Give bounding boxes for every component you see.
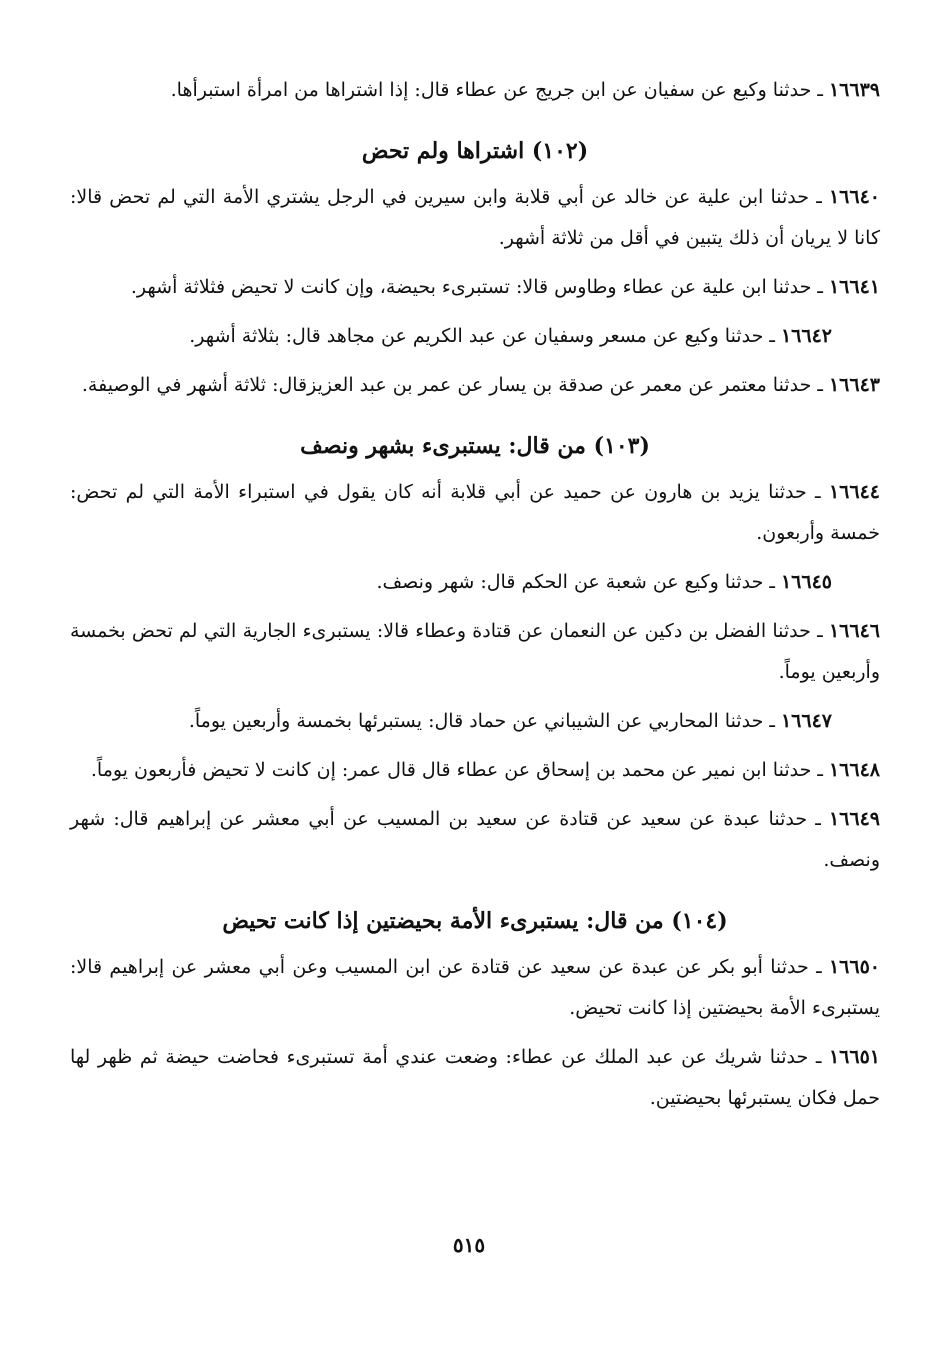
hadith-text: ـ حدثنا ابن علية عن عطاء وطاوس قالا: تستبرىء بحيضة، وإن كانت لا تحيض فثلاثة أشهر.	[130, 276, 829, 298]
hadith-16643	[70, 365, 880, 406]
hadith-text: ـ حدثنا المحاربي عن الشيباني عن حماد قال: يستبرئها بخمسة وأربعين يوماً.	[188, 710, 781, 732]
hadith-text: ـ حدثنا أبو بكر عن عبدة عن سعيد عن قتادة عن ابن المسيب وعن أبي معشر عن إبراهيم قالا: يستبرىء الأمة بحيضتين إذا كانت تحيض.	[70, 956, 880, 1019]
hadith-number: ١٦٦٥٠	[828, 956, 880, 978]
hadith-text: ـ حدثنا ابن علية عن خالد عن أبي قلابة وابن سيرين في الرجل يشتري الأمة التي لم تحض قالا: كانا لا يريان أن ذلك يتبين في أقل من ثلاثة أشهر.	[70, 186, 880, 249]
hadith-text: ـ حدثنا وكيع عن شعبة عن الحكم قال: شهر ونصف.	[376, 571, 781, 593]
hadith-text: ـ حدثنا وكيع عن مسعر وسفيان عن عبد الكريم عن مجاهد قال: بثلاثة أشهر.	[189, 325, 781, 347]
hadith-text: ـ حدثنا شريك عن عبد الملك عن عطاء: وضعت عندي أمة تستبرىء فحاضت حيضة ثم ظهر لها حمل فكان يستبرئها بحيضتين.	[70, 1046, 880, 1109]
hadith-number: ١٦٦٤٤	[828, 481, 880, 503]
hadith-16649	[70, 799, 880, 881]
hadith-16641	[70, 267, 880, 308]
hadith-number: ١٦٦٤٩	[828, 808, 880, 830]
hadith-text: ـ حدثنا معتمر عن معمر عن صدقة بن يسار عن عمر بن عبد العزيزقال: ثلاثة أشهر في الوصيفة.	[81, 374, 829, 396]
hadith-16639	[70, 70, 880, 111]
hadith-16642	[70, 316, 880, 357]
section-heading-102: (١٠٢) اشتراها ولم تحض	[361, 138, 589, 164]
hadith-16645	[70, 562, 880, 603]
hadith-number: ١٦٦٤٠	[828, 186, 880, 208]
hadith-text: ـ حدثنا يزيد بن هارون عن حميد عن أبي قلابة أنه كان يقول في استبراء الأمة التي لم تحض: خمسة وأربعون.	[70, 481, 880, 544]
page-number: ٥١٥	[452, 1233, 486, 1257]
hadith-text: ـ حدثنا عبدة عن سعيد عن قتادة عن سعيد بن المسيب عن أبي معشر عن إبراهيم قال: شهر ونصف.	[70, 808, 880, 871]
hadith-number: ١٦٦٤٥	[780, 571, 832, 593]
hadith-16647	[70, 701, 880, 742]
hadith-number: ١٦٦٤١	[828, 276, 880, 298]
hadith-number: ١٦٦٥١	[828, 1046, 880, 1068]
hadith-text: ـ حدثنا الفضل بن دكين عن النعمان عن قتادة وعطاء قالا: يستبرىء الجارية التي لم تحض بخمسة وأربعين يوماً.	[70, 620, 880, 683]
hadith-text: ـ حدثنا وكيع عن سفيان عن ابن جريج عن عطاء قال: إذا اشتراها من امرأة استبرأها.	[170, 79, 829, 101]
hadith-number: ١٦٦٤٨	[828, 759, 880, 781]
hadith-number: ١٦٦٤٣	[828, 374, 880, 396]
hadith-16650	[70, 947, 880, 1029]
hadith-number: ١٦٦٣٩	[828, 79, 880, 101]
hadith-number: ١٦٦٤٧	[780, 710, 832, 732]
hadith-16640	[70, 177, 880, 259]
hadith-16644	[70, 472, 880, 554]
section-heading-104: (١٠٤) من قال: يستبرىء الأمة بحيضتين إذا كانت تحيض	[222, 908, 728, 934]
hadith-16646	[70, 611, 880, 693]
hadith-number: ١٦٦٤٦	[828, 620, 880, 642]
hadith-16648	[70, 750, 880, 791]
document-page	[70, 70, 880, 1127]
section-heading-103: (١٠٣) من قال: يستبرىء بشهر ونصف	[300, 433, 650, 459]
hadith-number: ١٦٦٤٢	[780, 325, 832, 347]
hadith-text: ـ حدثنا ابن نمير عن محمد بن إسحاق عن عطاء قال قال عمر: إن كانت لا تحيض فأربعون يوماً.	[90, 759, 829, 781]
hadith-16651	[70, 1037, 880, 1119]
